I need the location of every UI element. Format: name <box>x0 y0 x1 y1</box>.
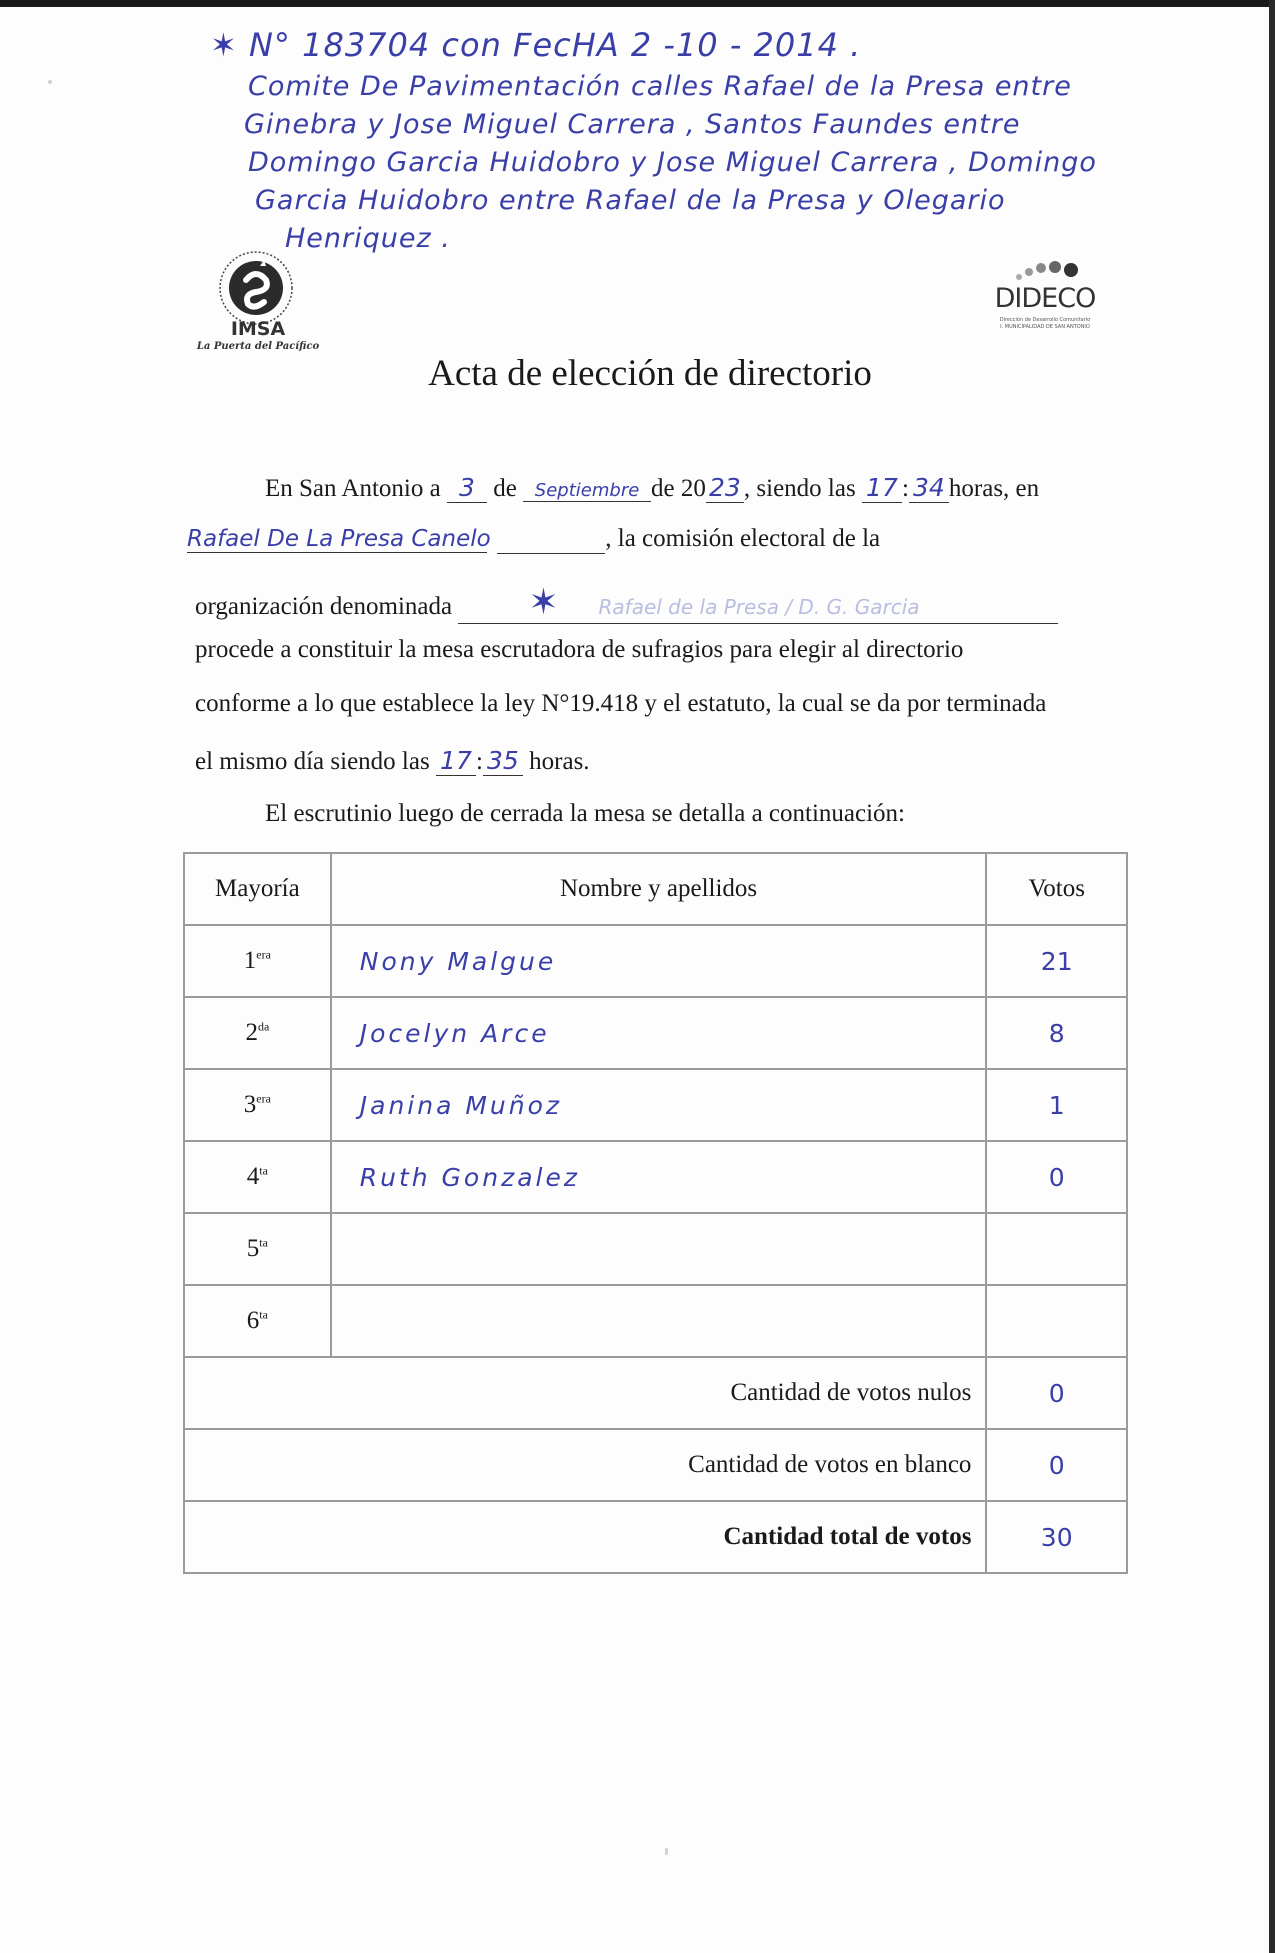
note-line-3: Ginebra y Jose Miguel Carrera , Santos Faundes entre <box>244 109 1021 140</box>
paragraph-line-3 <box>195 582 1115 624</box>
place-extra: Canelo <box>411 526 491 552</box>
paragraph-line-1 <box>265 473 1185 503</box>
text-siendo-las: , siendo las <box>743 475 856 502</box>
note-line-5: Garcia Huidobro entre Rafael de la Presa y Olegario <box>255 185 1006 216</box>
end-hour-field: 17 <box>436 746 476 776</box>
table-row <box>184 1141 1127 1213</box>
year-field: 23 <box>706 473 744 503</box>
scan-speck <box>48 80 52 84</box>
rank-number: 4 <box>246 1163 260 1190</box>
text-de-20: de 20 <box>651 475 706 502</box>
text-en-san-antonio: En San Antonio a <box>265 475 441 502</box>
end-minute-field: 35 <box>483 746 523 776</box>
scan-border-right <box>1269 0 1275 1953</box>
rank-number: 1 <box>243 947 257 974</box>
note-line-2: Comite De Pavimentación calles Rafael de la Presa entre <box>248 71 1072 102</box>
results-table <box>183 852 1128 1574</box>
blanco-label: Cantidad de votos en blanco <box>184 1429 986 1501</box>
imsa-name: IMSA <box>230 318 286 340</box>
note-line-4: Domingo Garcia Huidobro y Jose Miguel Carrera , Domingo <box>248 147 1097 178</box>
candidate-name: Ruth Gonzalez <box>331 1141 987 1213</box>
rank-number: 2 <box>245 1019 258 1046</box>
imsa-tagline: La Puerta del Pacífico <box>196 341 320 352</box>
table-row <box>184 1285 1127 1357</box>
text-organizacion: organización denominada <box>195 593 453 620</box>
text-horas-en: horas, en <box>948 475 1040 502</box>
organization-faded-text: Rafael de la Presa / D. G. Garcia <box>598 595 920 619</box>
scan-border-top <box>0 0 1275 7</box>
header-votos: Votos <box>986 853 1127 925</box>
text-comision: , la comisión electoral de la <box>605 525 881 552</box>
rank-cell <box>184 1141 331 1213</box>
rank-suffix: era <box>256 947 271 962</box>
table-row <box>184 1069 1127 1141</box>
candidate-name: Jocelyn Arce <box>331 997 987 1069</box>
blanco-value: 0 <box>986 1429 1127 1501</box>
month-field: Septiembre <box>523 480 651 502</box>
scan-speck <box>665 1848 668 1855</box>
start-hour-field: 17 <box>862 473 902 503</box>
text-mismo-dia: el mismo día siendo las <box>195 748 430 775</box>
organization-asterisk-mark: ✶ <box>528 582 559 623</box>
candidate-votes: 21 <box>986 925 1127 997</box>
blank-underline <box>497 525 605 554</box>
paragraph-line-7: El escrutinio luego de cerrada la mesa se detalla a continuación: <box>265 800 906 827</box>
note-line-1: ✶ N° 183704 con FecHA 2 -10 - 2014 . <box>210 26 862 64</box>
day-field: 3 <box>447 473 487 503</box>
rank-cell <box>184 925 331 997</box>
start-minute-field: 34 <box>909 473 949 503</box>
note-line-6: Henriquez . <box>285 223 451 254</box>
rank-suffix: ta <box>259 1307 268 1322</box>
rank-suffix: ta <box>259 1163 268 1178</box>
rank-suffix: ta <box>259 1235 268 1250</box>
dideco-logo <box>985 255 1105 335</box>
dideco-dots-icon <box>985 255 1105 285</box>
paragraph-line-4: procede a constituir la mesa escrutadora de sufragios para elegir al directorio <box>195 636 964 663</box>
total-row <box>184 1501 1127 1573</box>
rank-suffix: da <box>257 1019 270 1034</box>
candidate-name: Nony Malgue <box>331 925 987 997</box>
rank-cell <box>184 1069 331 1141</box>
candidate-votes: 1 <box>986 1069 1127 1141</box>
candidate-name <box>331 1285 987 1357</box>
header-mayoria: Mayoría <box>184 853 331 925</box>
paragraph-line-6 <box>195 746 1115 776</box>
place-field <box>187 526 491 553</box>
paragraph-line-2 <box>187 525 1107 554</box>
rank-number: 3 <box>243 1091 257 1118</box>
dideco-name: DIDECO <box>994 283 1096 314</box>
dideco-subtitle-2: I. MUNICIPALIDAD DE SAN ANTONIO <box>1000 324 1090 330</box>
candidate-name: Janina Muñoz <box>331 1069 987 1141</box>
place-name: Rafael De La Presa <box>187 526 405 552</box>
candidate-votes <box>986 1285 1127 1357</box>
rank-cell <box>184 1213 331 1285</box>
total-label: Cantidad total de votos <box>184 1501 986 1573</box>
nulos-row <box>184 1357 1127 1429</box>
organization-field <box>458 582 1058 624</box>
candidate-name <box>331 1213 987 1285</box>
time-colon-1: : <box>901 475 909 502</box>
header-nombre: Nombre y apellidos <box>331 853 987 925</box>
rank-cell <box>184 997 331 1069</box>
table-row <box>184 1213 1127 1285</box>
table-row <box>184 925 1127 997</box>
document-title: Acta de elección de directorio <box>428 353 872 394</box>
blanco-row <box>184 1429 1127 1501</box>
total-value: 30 <box>986 1501 1127 1573</box>
nulos-value: 0 <box>986 1357 1127 1429</box>
imsa-logo <box>198 250 318 360</box>
paragraph-line-5: conforme a lo que establece la ley N°19.418 y el estatuto, la cual se da por terminada <box>195 690 1047 717</box>
rank-suffix: era <box>256 1091 271 1106</box>
table-header-row <box>184 853 1127 925</box>
candidate-votes: 0 <box>986 1141 1127 1213</box>
dideco-subtitle-1: Dirección de Desarrollo Comunitario <box>999 317 1091 323</box>
candidate-votes <box>986 1213 1127 1285</box>
rank-number: 6 <box>246 1307 260 1334</box>
rank-cell <box>184 1285 331 1357</box>
rank-number: 5 <box>246 1235 260 1262</box>
text-horas: horas. <box>529 748 590 775</box>
candidate-votes: 8 <box>986 997 1127 1069</box>
text-de: de <box>493 475 517 502</box>
time-colon-2: : <box>475 748 483 775</box>
table-row <box>184 997 1127 1069</box>
nulos-label: Cantidad de votos nulos <box>184 1357 986 1429</box>
